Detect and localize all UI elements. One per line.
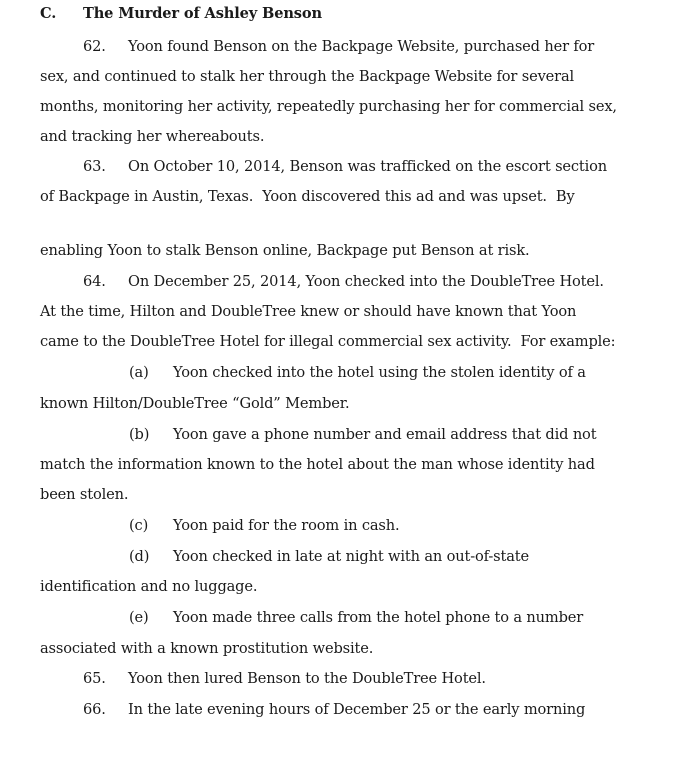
paragraph-64-line-1 <box>83 273 604 291</box>
paragraph-text: Yoon then lured Benson to the DoubleTree Hotel. <box>128 670 486 687</box>
paragraph-63-line-1 <box>83 158 607 176</box>
paragraph-64-line-2: At the time, Hilton and DoubleTree knew or should have known that Yoon <box>40 303 577 320</box>
paragraph-text: On December 25, 2014, Yoon checked into the DoubleTree Hotel. <box>128 273 604 290</box>
subitem-label: (d) <box>129 548 150 565</box>
paragraph-66-line-1 <box>83 701 585 719</box>
subitem-text: Yoon checked in late at night with an out-of-state <box>173 548 529 565</box>
paragraph-64-line-3: came to the DoubleTree Hotel for illegal commercial sex activity. For example: <box>40 333 616 350</box>
paragraph-number: 62. <box>83 38 106 55</box>
subitem-b-line-2: match the information known to the hotel about the man whose identity had <box>40 456 595 473</box>
subitem-b-line-1 <box>129 426 596 444</box>
subitem-e-line-1 <box>129 609 583 627</box>
paragraph-63-line-2: of Backpage in Austin, Texas. Yoon discovered this ad and was upset. By <box>40 188 575 205</box>
subitem-label: (c) <box>129 517 149 534</box>
subitem-text: Yoon made three calls from the hotel phone to a number <box>173 609 584 626</box>
subitem-text: Yoon checked into the hotel using the stolen identity of a <box>173 364 586 381</box>
paragraph-62-line-4: and tracking her whereabouts. <box>40 128 265 145</box>
paragraph-text: On October 10, 2014, Benson was trafficked on the escort section <box>128 158 608 175</box>
paragraph-63-line-3: enabling Yoon to stalk Benson online, Backpage put Benson at risk. <box>40 242 530 259</box>
section-letter: C. <box>40 5 57 22</box>
paragraph-65-line-1 <box>83 670 486 688</box>
subitem-a-line-1 <box>129 364 586 382</box>
paragraph-text: Yoon found Benson on the Backpage Website, purchased her for <box>128 38 595 55</box>
subitem-d-line-2: identification and no luggage. <box>40 578 258 595</box>
subitem-text: Yoon gave a phone number and email address that did not <box>173 426 597 443</box>
paragraph-62-line-1 <box>83 38 594 56</box>
subitem-label: (b) <box>129 426 150 443</box>
subitem-e-line-2: associated with a known prostitution website. <box>40 640 374 657</box>
paragraph-number: 65. <box>83 670 106 687</box>
subitem-label: (a) <box>129 364 149 381</box>
paragraph-number: 63. <box>83 158 106 175</box>
subitem-label: (e) <box>129 609 149 626</box>
paragraph-text: In the late evening hours of December 25 or the early morning <box>128 701 586 718</box>
subitem-d-line-1 <box>129 548 529 566</box>
section-title: The Murder of Ashley Benson <box>83 5 322 22</box>
subitem-b-line-3: been stolen. <box>40 486 129 503</box>
subitem-text: Yoon paid for the room in cash. <box>173 517 400 534</box>
subitem-a-line-2: known Hilton/DoubleTree “Gold” Member. <box>40 395 350 412</box>
paragraph-number: 64. <box>83 273 106 290</box>
paragraph-62-line-3: months, monitoring her activity, repeatedly purchasing her for commercial sex, <box>40 98 617 115</box>
paragraph-number: 66. <box>83 701 106 718</box>
subitem-c-line-1 <box>129 517 400 535</box>
paragraph-62-line-2: sex, and continued to stalk her through the Backpage Website for several <box>40 68 575 85</box>
